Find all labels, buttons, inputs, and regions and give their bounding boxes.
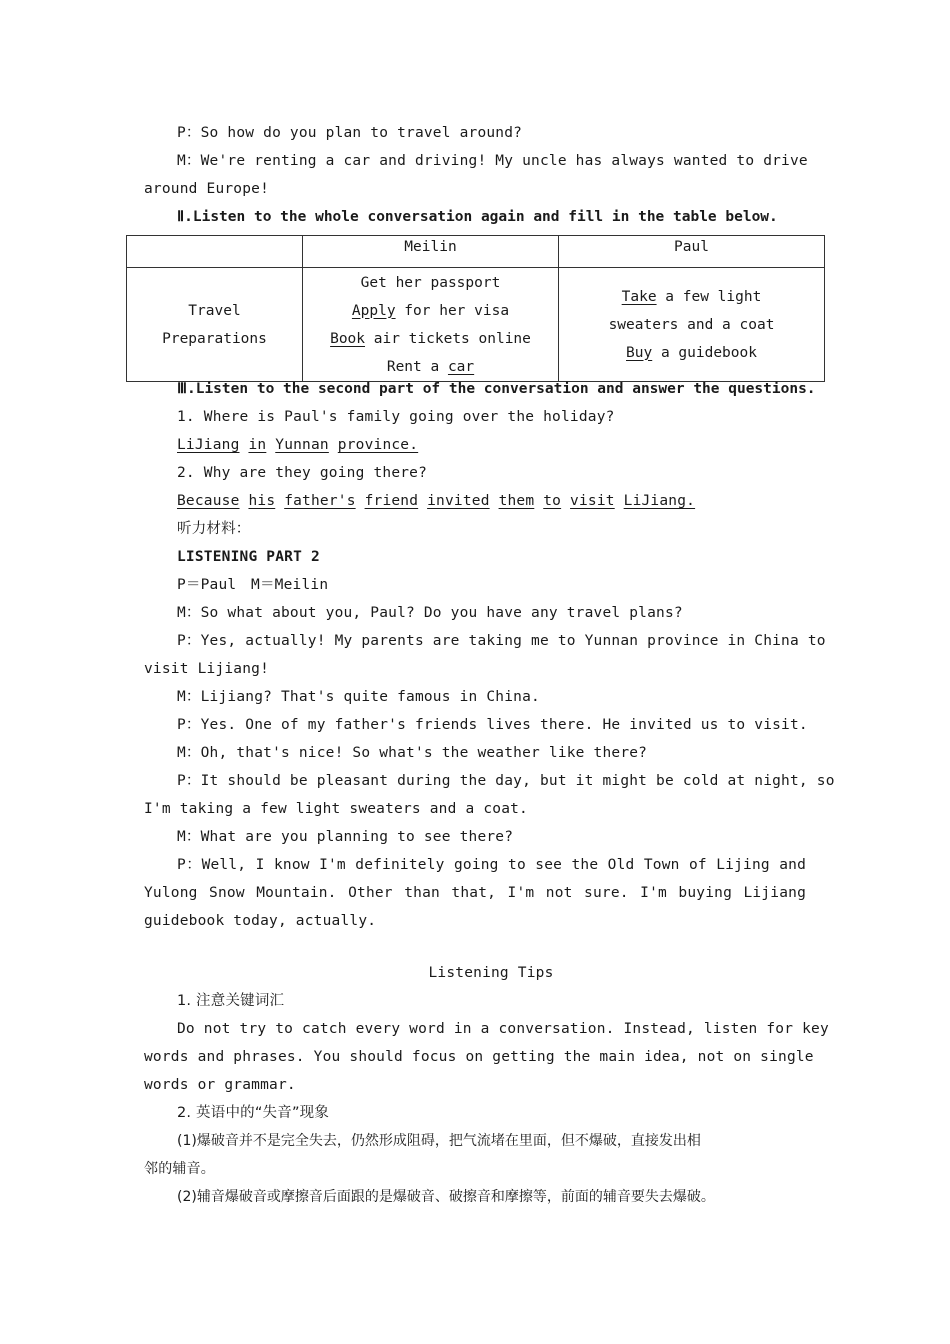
dialogue-line: guidebook today, actually. xyxy=(144,913,377,929)
cell-text-rest: a few light xyxy=(656,288,762,305)
answer-word: father's xyxy=(284,493,356,509)
dialogue-line: M：What are you planning to see there? xyxy=(177,829,514,845)
dialogue-line: P：Yes, actually! My parents are taking me to Yunnan province in China to xyxy=(177,633,826,649)
paul-cell xyxy=(559,268,825,382)
cell-text-prefix: Rent a xyxy=(386,358,448,375)
listening-part-title: LISTENING PART 2 xyxy=(177,549,320,565)
table-header-cell: Paul xyxy=(559,236,825,268)
speaker-key: P＝Paul M＝Meilin xyxy=(177,577,329,593)
tip-body-line: words and phrases. You should focus on getting the main idea, not on single xyxy=(144,1049,814,1065)
answer-word: LiJiang xyxy=(177,437,240,453)
answer-word: province. xyxy=(337,437,419,453)
tip-body-line: Do not try to catch every word in a conversation. Instead, listen for key xyxy=(177,1021,829,1037)
dialogue-line: M：Lijiang? That's quite famous in China. xyxy=(177,689,540,705)
cell-text xyxy=(303,297,558,325)
dialogue-line: P：So how do you plan to travel around? xyxy=(177,125,523,141)
cell-text xyxy=(559,339,824,367)
travel-preparations-table xyxy=(126,235,825,382)
cell-text-rest: for her visa xyxy=(395,302,510,319)
tips-title: Listening Tips xyxy=(428,965,554,981)
material-label: 听力材料： xyxy=(177,521,251,537)
answer-word: them xyxy=(498,493,535,509)
dialogue-line: I'm taking a few light sweaters and a coat. xyxy=(144,801,528,817)
row-label-cell xyxy=(127,268,303,382)
dialogue-line: Yulong Snow Mountain. Other than that, I'm not sure. I'm buying Lijiang xyxy=(144,885,806,901)
dialogue-line: P：Well, I know I'm definitely going to see the Old Town of Lijing and xyxy=(177,857,806,873)
question: 2. Why are they going there? xyxy=(177,465,428,481)
answer-blank: Book xyxy=(330,330,366,347)
row-label: Preparations xyxy=(162,330,267,347)
answer-word: friend xyxy=(364,493,419,509)
table-header-cell xyxy=(127,236,303,268)
section-heading: Ⅱ.Listen to the whole conversation again and fill in the table below. xyxy=(177,209,778,225)
answer-word: invited xyxy=(427,493,490,509)
dialogue-line: P：It should be pleasant during the day, but it might be cold at night, so xyxy=(177,773,835,789)
cell-text-rest: a guidebook xyxy=(652,344,757,361)
answer-blank: Take xyxy=(621,288,657,305)
row-label: Travel xyxy=(188,302,241,319)
question: 1. Where is Paul's family going over the holiday? xyxy=(177,409,615,425)
answer-word: to xyxy=(543,493,562,509)
answer-word: in xyxy=(248,437,267,453)
dialogue-line: visit Lijiang! xyxy=(144,661,270,677)
tip-body-line: 邻的辅音。 xyxy=(144,1161,215,1177)
answer xyxy=(177,436,806,454)
cell-text xyxy=(303,353,558,381)
dialogue-line: P：Yes. One of my father's friends lives there. He invited us to visit. xyxy=(177,717,808,733)
cell-text xyxy=(303,325,558,353)
dialogue-line: around Europe! xyxy=(144,181,270,197)
answer-blank: Buy xyxy=(626,344,653,361)
answer-word: LiJiang. xyxy=(623,493,696,509)
answer-blank: Apply xyxy=(351,302,396,319)
answer-word: Yunnan xyxy=(275,437,329,453)
tip-body-line: words or grammar. xyxy=(144,1077,296,1093)
cell-text: sweaters and a coat xyxy=(608,316,775,333)
tip-body-line: (2)辅音爆破音或摩擦音后面跟的是爆破音、破擦音和摩擦等，前面的辅音要失去爆破。 xyxy=(177,1189,715,1205)
dialogue-line: M：Oh, that's nice! So what's the weather like there? xyxy=(177,745,648,761)
tip-body-line: (1)爆破音并不是完全失去，仍然形成阻碍，把气流堵在里面，但不爆破，直接发出相 xyxy=(177,1133,701,1149)
tip-heading: 2. 英语中的“失音”现象 xyxy=(177,1105,330,1121)
meilin-cell xyxy=(303,268,559,382)
cell-text-rest: air tickets online xyxy=(365,330,531,347)
table-header-row xyxy=(127,236,825,268)
dialogue-line: M：So what about you, Paul? Do you have any travel plans? xyxy=(177,605,683,621)
answer-word: Because xyxy=(177,493,240,509)
answer xyxy=(177,492,806,510)
answer-blank: car xyxy=(447,358,475,375)
table-row xyxy=(127,268,825,382)
section-heading: Ⅲ.Listen to the second part of the conversation and answer the questions. xyxy=(177,381,816,397)
dialogue-line: M：We're renting a car and driving! My uncle has always wanted to drive xyxy=(177,153,808,169)
answer-word: visit xyxy=(570,493,615,509)
table-header-cell: Meilin xyxy=(303,236,559,268)
cell-text xyxy=(559,283,824,311)
answer-word: his xyxy=(248,493,276,509)
cell-text: Get her passport xyxy=(360,274,501,291)
tip-heading: 1. 注意关键词汇 xyxy=(177,993,285,1009)
